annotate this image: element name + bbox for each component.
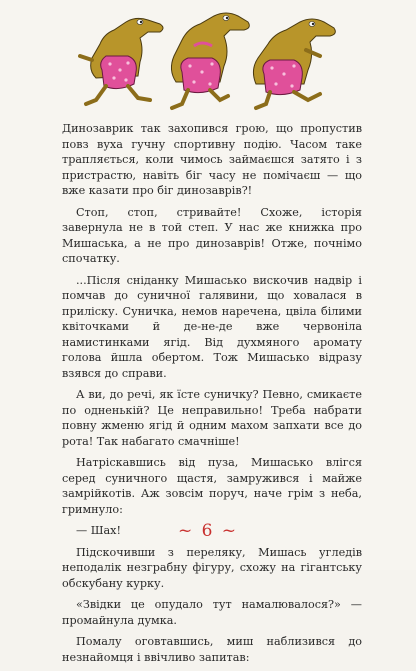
paragraph-3: ...Після сніданку Мишасько вискочив надвір і помчав до суничної галявини, що ховалася в приліску. Суничка, немов наречена, цвіла білими квіточками й де-не-де вже червоніла намистинками ягід. Від духмяного аромату голова йшла обертом. Тож Мишасько відразу взявся до справи.	[62, 273, 362, 380]
dinosaur-1	[80, 18, 163, 104]
paragraph-5: Натріскавшись від пуза, Мишасько влігся серед суничного щастя, замружився і майже замрійкотів. Аж зовсім поруч, наче грім з неба, гримнуло:	[62, 456, 362, 516]
running-dinosaurs-illustration	[78, 0, 340, 112]
story-text	[62, 121, 362, 671]
paragraph-2: Стоп, стоп, стривайте! Схоже, історія завернула не в той степ. У нас же книжка про Мишаська, а не про динозаврів! Отже, почнімо спочатку.	[62, 205, 362, 265]
page-number: ~ 6 ~	[177, 521, 239, 541]
paragraph-6: — Шах!	[76, 524, 121, 537]
paragraph-8: «Звідки це опудало тут намалювалося?» — промайнула думка.	[62, 598, 362, 627]
paragraph-4: А ви, до речі, як їсте суничку? Певно, смикаєте по одненькій? Це неправильно! Треба набрати повну жменю ягід й одним махом запхати все до рота! Так набагато смачніше!	[62, 388, 362, 448]
paragraph-7: Підскочивши з переляку, Мишась угледів неподалік незграбну фігуру, схожу на гігантську обскубану курку.	[62, 545, 362, 590]
dinosaur-2	[171, 13, 249, 108]
paragraph-9: Помалу оговтавшись, миш наблизився до незнайомця і ввічливо запитав:	[62, 635, 362, 664]
dinosaur-3	[253, 19, 335, 108]
paragraph-1: Динозаврик так захопився грою, що пропустив повз вуха гучну спортивну подію. Часом таке трапляється, коли чимось займаєшся затято і з пристрастю, навіть біг часу не помічаєш — що вже казати про біг динозаврів?!	[62, 122, 362, 197]
